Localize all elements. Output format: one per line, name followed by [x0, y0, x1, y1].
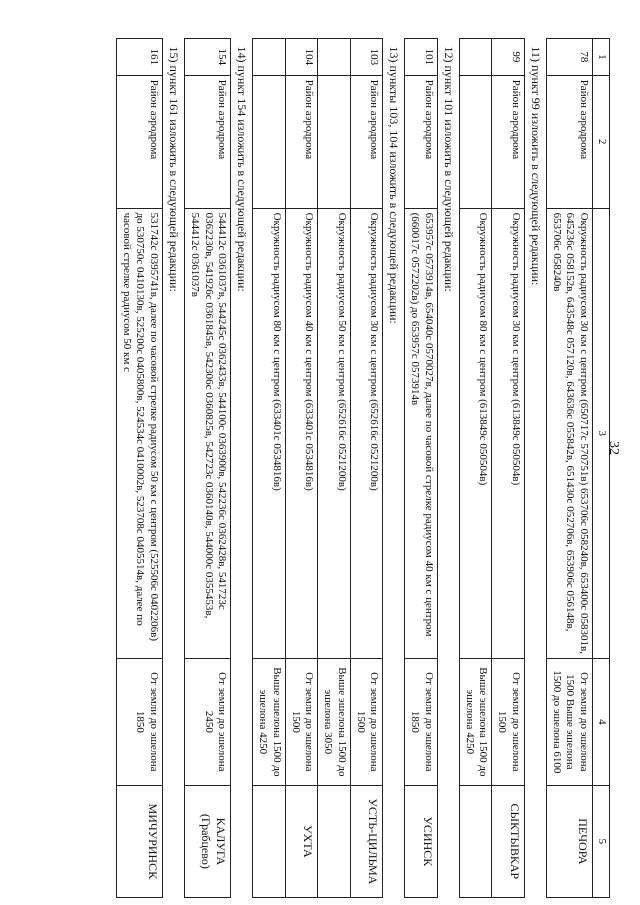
zone-description: Окружность радиусом 30 км с центром (650717с 570751в) 653706с 058240в, 653400с 058301в, 645236с 058152в, 643548с 057120в, 643636с 055842в, 651430с 052706в, 653906с 056148в, 653706с 058240в — [547, 208, 593, 658]
airport-name: СЫКТЫВКАР — [492, 785, 525, 897]
section-heading: 12) пункт 101 изложить в следующей редакции: — [438, 39, 460, 898]
airport-name: МИЧУРИНСК — [117, 785, 163, 897]
section-heading: 15) пункт 161 изложить в следующей редакции: — [163, 39, 185, 898]
airport-name: УХТА — [286, 785, 319, 897]
height-limits: Выше эшелона 1500 до эшелона 3050 — [318, 658, 351, 785]
empty-cell — [318, 75, 351, 208]
empty-cell — [318, 785, 351, 897]
header-col-1: 1 — [593, 39, 610, 76]
row-number: 154 — [185, 39, 231, 76]
table-row — [547, 39, 593, 898]
section-heading: 11) пункт 99 изложить в следующей редакции: — [525, 39, 547, 898]
section-heading-row — [438, 39, 460, 898]
zone-description: 653957с 0573914в, 654040с 0570027в, далее по часовой стрелке радиусом 40 км с центром (660017с 0572202в) до 653957с 0573914в — [405, 208, 438, 658]
section-heading: 13) пункты 103, 104 изложить в следующей редакции: — [383, 39, 405, 898]
table-row — [492, 39, 525, 898]
area-cell: Район аэродрома — [351, 75, 384, 208]
height-limits: От земли до эшелона 1850 — [117, 658, 163, 785]
height-limits: От земли до эшелона 2450 — [185, 658, 231, 785]
airport-name: ПЕЧОРА — [547, 785, 593, 897]
section-heading-row — [383, 39, 405, 898]
zone-description: Окружность радиусом 80 км с центром (613849с 050504в) — [460, 208, 493, 658]
table-row — [117, 39, 163, 898]
zone-description: 544412с 0361037в, 544245с 0362433в, 544100с 0363900в, 542236с 0362428в, 541723с 0362230в, 541926с 0361845в, 542306с 0360825в, 542723с 0360140в, 544000с 0355453в, 544412с 0361037в — [185, 208, 231, 658]
row-number: 99 — [492, 39, 525, 76]
header-col-4: 4 — [593, 658, 610, 785]
height-limits: От земли до эшелона 1500 Выше эшелона 1500 до эшелона 6100 — [547, 658, 593, 785]
row-number: 101 — [405, 39, 438, 76]
zone-description: Окружность радиусом 40 км с центром (633401с 0534816в) — [286, 208, 319, 658]
header-col-3: 3 — [593, 208, 610, 658]
area-cell: Район аэродрома — [185, 75, 231, 208]
empty-cell — [460, 39, 493, 76]
zone-description: Окружность радиусом 30 км с центром (613849с 050504в) — [492, 208, 525, 658]
section-heading: 14) пункт 154 изложить в следующей редакции: — [231, 39, 253, 898]
table-row — [185, 39, 231, 898]
table-row — [286, 39, 319, 898]
row-number: 161 — [117, 39, 163, 76]
table-subrow — [253, 39, 286, 898]
empty-cell — [253, 75, 286, 208]
area-cell: Район аэродрома — [405, 75, 438, 208]
page-number: 32 — [606, 441, 621, 455]
empty-cell — [460, 785, 493, 897]
zone-description: Окружность радиусом 30 км с центром (652616с 0521200в) — [351, 208, 384, 658]
height-limits: От земли до эшелона 1500 — [351, 658, 384, 785]
height-limits: Выше эшелона 1500 до эшелона 4250 — [253, 658, 286, 785]
header-col-2: 2 — [593, 75, 610, 208]
empty-cell — [253, 785, 286, 897]
airport-name: УСТЬ-ЦИЛЬМА — [351, 785, 384, 897]
table-header-row — [593, 39, 610, 898]
zone-description: Окружность радиусом 80 км с центром (633401с 0534816в) — [253, 208, 286, 658]
zone-description: Окружность радиусом 50 км с центром (652616с 0521200в) — [318, 208, 351, 658]
empty-cell — [460, 75, 493, 208]
height-limits: Выше эшелона 1500 до эшелона 4250 — [460, 658, 493, 785]
height-limits: От земли до эшелона 1500 — [286, 658, 319, 785]
airport-name: КАЛУГА (Грабцево) — [185, 785, 231, 897]
zone-description: 531742с 0395741в, далее по часовой стрелке радиусом 50 км с центром (525506с 0402206в) до 530750с 0410130в, 525200с 0405800в, 524534с 0410002в, 523708с 0405514в, далее по часовой стрелке радиусом 50 км с — [117, 208, 163, 658]
row-number: 103 — [351, 39, 384, 76]
height-limits: От земли до эшелона 1500 — [492, 658, 525, 785]
area-cell: Район аэродрома — [492, 75, 525, 208]
area-cell: Район аэродрома — [117, 75, 163, 208]
table-row — [351, 39, 384, 898]
empty-cell — [253, 39, 286, 76]
document-table-container — [20, 38, 610, 898]
table-subrow — [460, 39, 493, 898]
height-limits: От земли до эшелона 1850 — [405, 658, 438, 785]
airspace-table — [116, 38, 610, 898]
table-row — [405, 39, 438, 898]
airport-name: УСИНСК — [405, 785, 438, 897]
area-cell: Район аэродрома — [547, 75, 593, 208]
section-heading-row — [163, 39, 185, 898]
table-subrow — [318, 39, 351, 898]
header-col-5: 5 — [593, 785, 610, 897]
row-number: 104 — [286, 39, 319, 76]
row-number: 78 — [547, 39, 593, 76]
section-heading-row — [525, 39, 547, 898]
empty-cell — [318, 39, 351, 76]
section-heading-row — [231, 39, 253, 898]
area-cell: Район аэродрома — [286, 75, 319, 208]
